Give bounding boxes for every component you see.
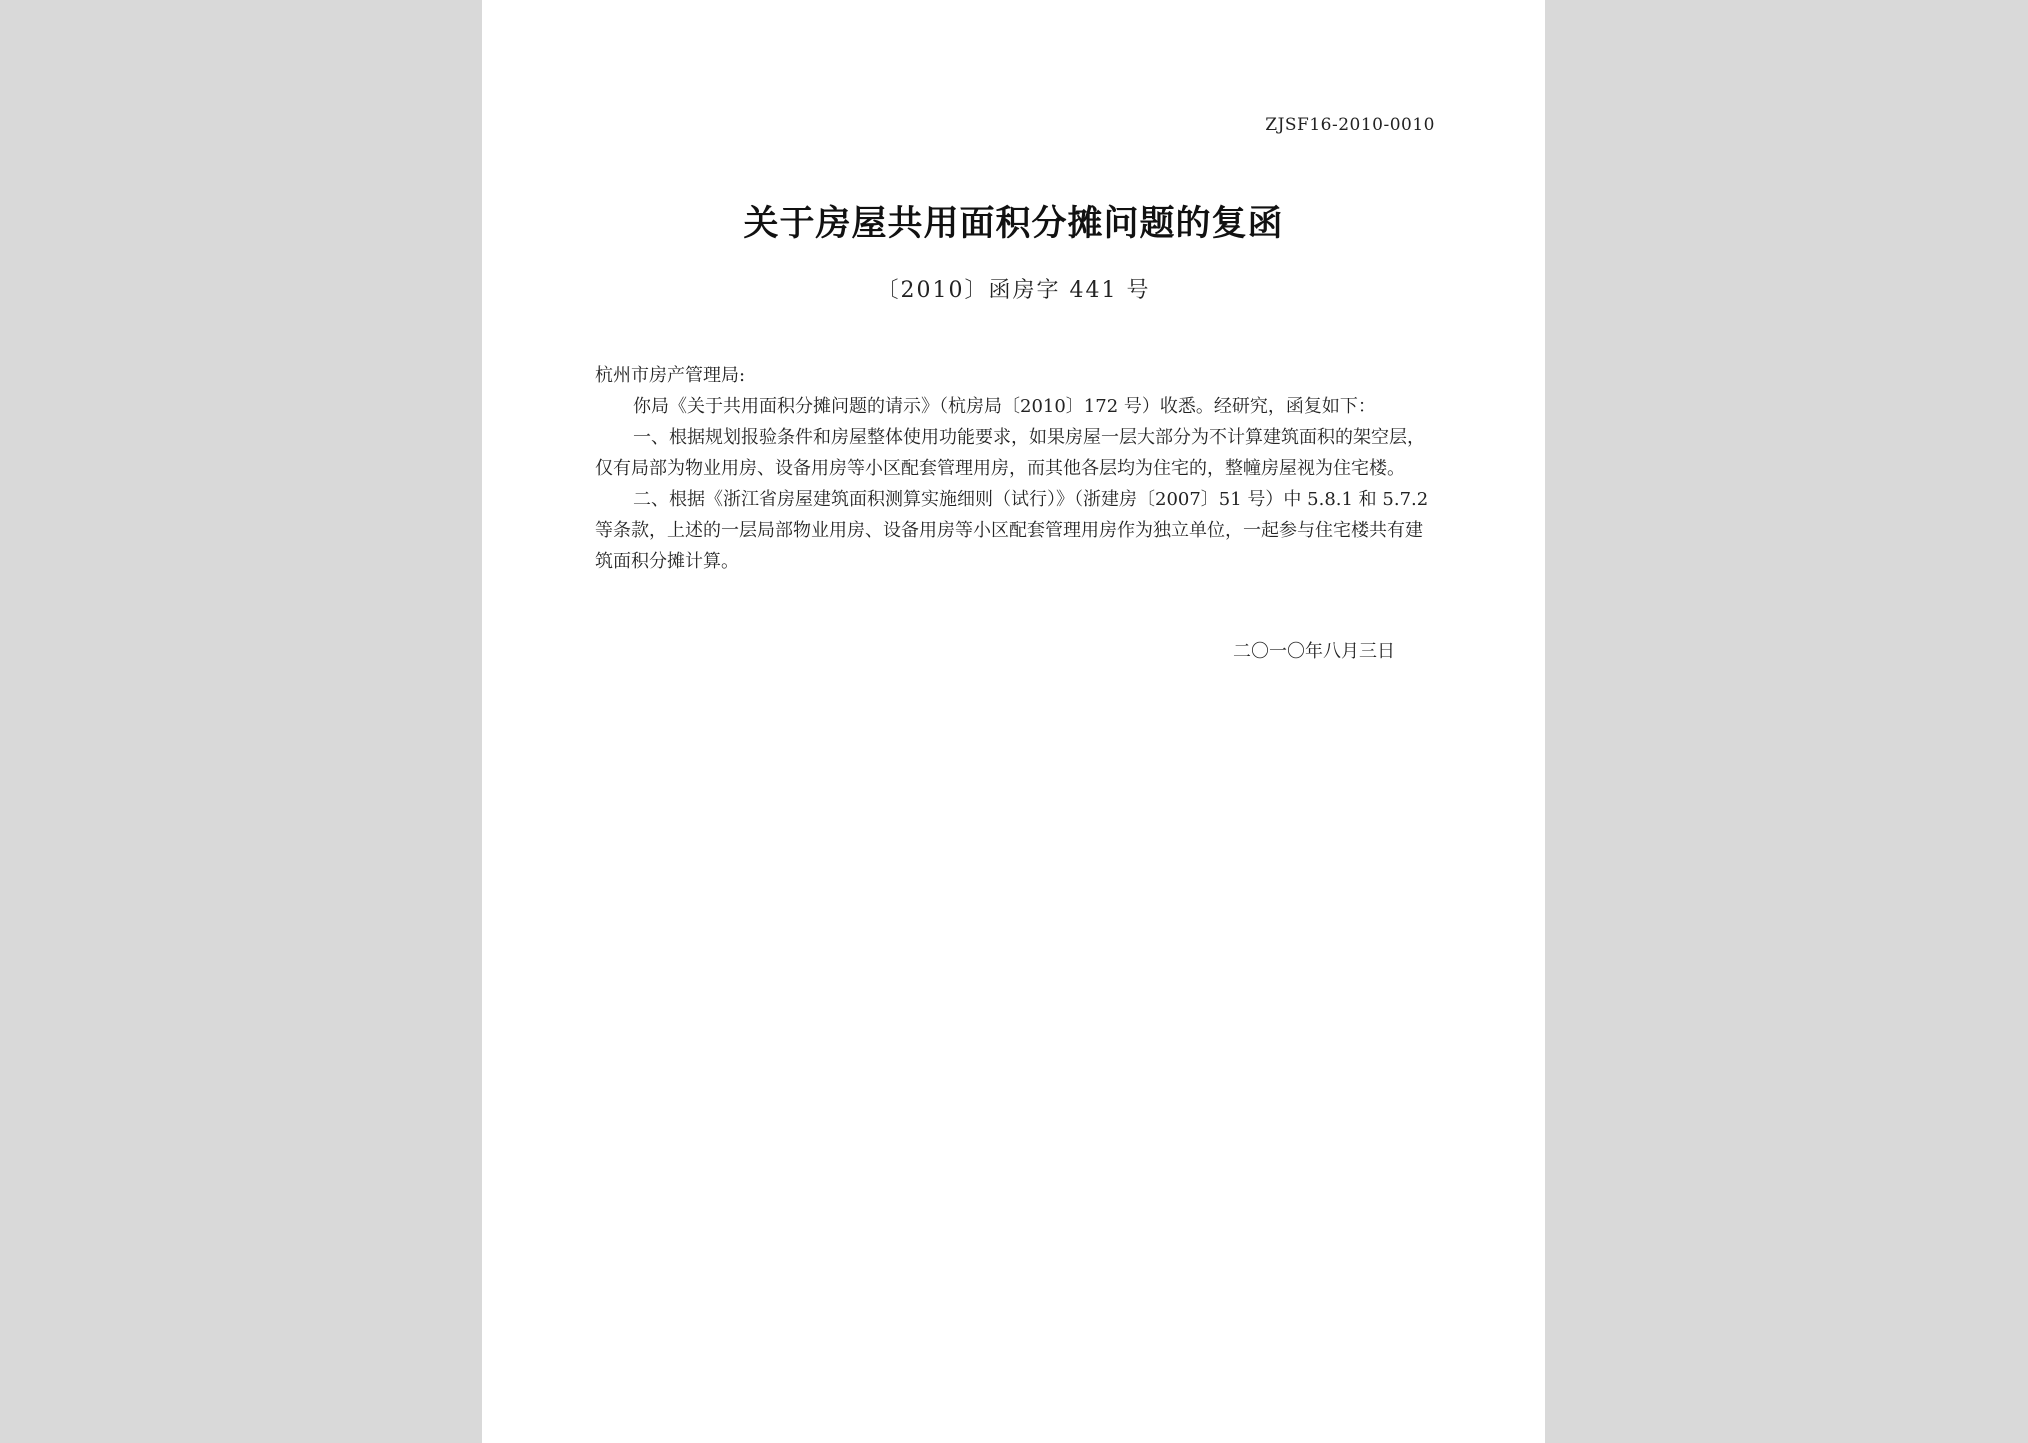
paragraph: 你局《关于共用面积分摊问题的请示》（杭房局〔2010〕172 号）收悉。经研究，函复如下： <box>633 396 1376 417</box>
paragraph: 一、根据规划报验条件和房屋整体使用功能要求，如果房屋一层大部分为不计算建筑面积的架空层，仅有局部为物业用房、设备用房等小区配套管理用房，而其他各层均为住宅的，整幢房屋视为住宅楼。 <box>595 427 1425 479</box>
document-title: 关于房屋共用面积分摊问题的复函 <box>743 203 1284 244</box>
document-body <box>595 360 1435 577</box>
paragraph: 二、根据《浙江省房屋建筑面积测算实施细则（试行）》（浙建房〔2007〕51 号）中 5.8.1 和 5.7.2 等条款，上述的一层局部物业用房、设备用房等小区配套管理用房作为独立单位，一起参与住宅楼共有建筑面积分摊计算。 <box>595 489 1429 572</box>
document-code: ZJSF16-2010-0010 <box>1265 115 1435 135</box>
document-date: 二〇一〇年八月三日 <box>1233 641 1395 662</box>
document-page <box>482 0 1545 1443</box>
document-number: 〔2010〕函房字 441 号 <box>876 278 1151 303</box>
addressee: 杭州市房产管理局: <box>595 365 746 386</box>
